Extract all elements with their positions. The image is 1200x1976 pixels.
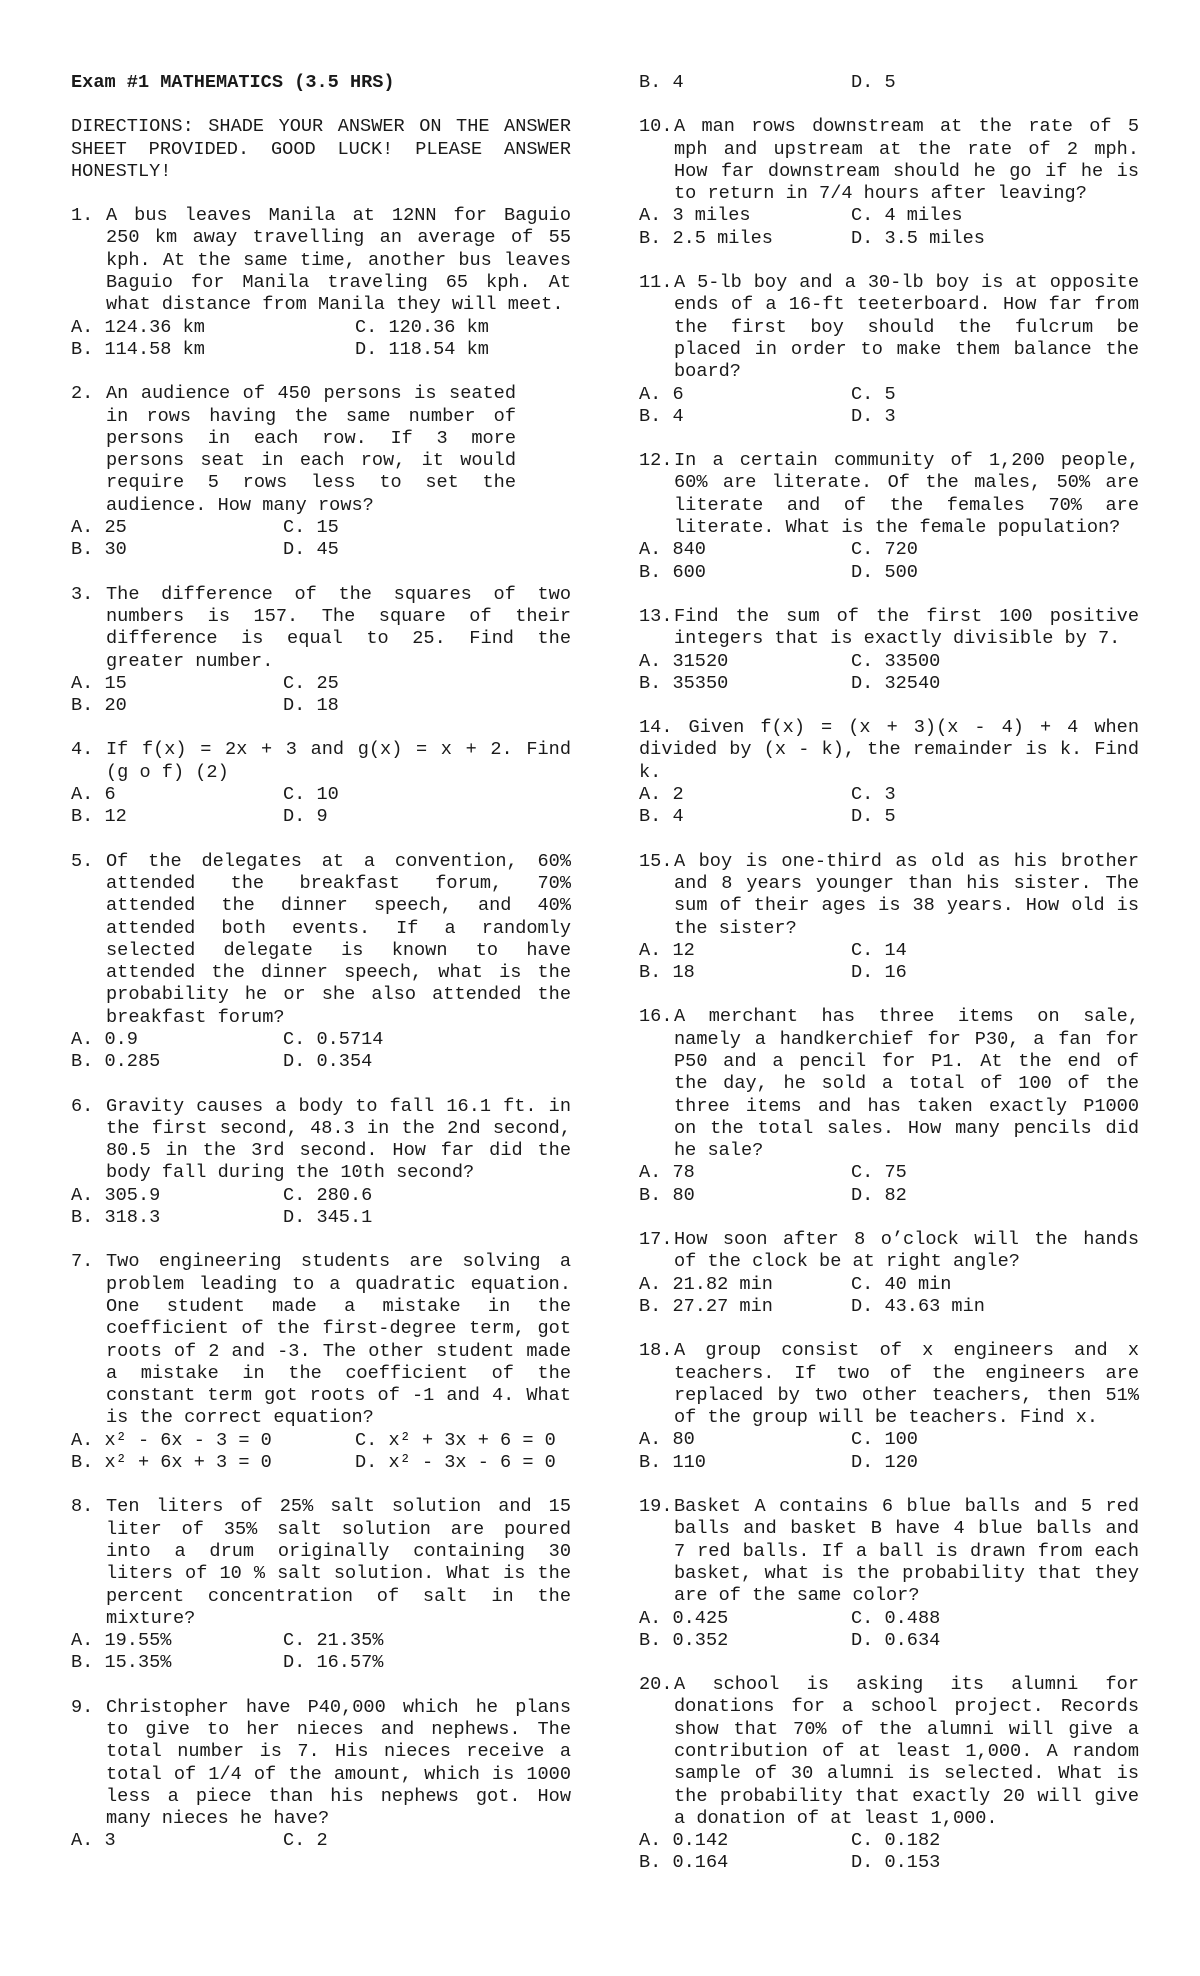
option-b: B. 600 xyxy=(639,561,706,583)
question-text: Basket A contains 6 blue balls and 5 red balls and basket B have 4 blue balls and 7 red balls. If a ball is drawn from each basket, what is the probability that they are of the same color? xyxy=(674,1496,1139,1607)
option-d: D. 32540 xyxy=(851,672,941,694)
option-d: D. 120 xyxy=(851,1451,918,1473)
question-4 xyxy=(71,739,571,828)
question-number: 1. xyxy=(71,205,94,227)
option-b: B. 4 xyxy=(639,405,684,427)
option-a: A. x² - 6x - 3 = 0 xyxy=(71,1429,272,1451)
question-18 xyxy=(639,1340,1139,1474)
answer-options xyxy=(639,784,1139,829)
option-a: A. 124.36 km xyxy=(71,316,205,338)
option-d: D. 16.57% xyxy=(283,1652,384,1674)
exam-title: Exam #1 MATHEMATICS (3.5 HRS) xyxy=(71,72,395,93)
option-b: B. 2.5 miles xyxy=(639,227,773,249)
question-11 xyxy=(639,272,1139,428)
answer-options xyxy=(639,940,1139,985)
option-c: C. 0.182 xyxy=(851,1830,941,1852)
option-b: B. 0.285 xyxy=(71,1051,161,1073)
option-b: B. 27.27 min xyxy=(639,1295,773,1317)
option-c: C. 40 min xyxy=(851,1273,952,1295)
option-d: D. 0.354 xyxy=(283,1051,373,1073)
option-c: C. 25 xyxy=(283,672,339,694)
option-c: C. 75 xyxy=(851,1162,907,1184)
exam-directions: DIRECTIONS: SHADE YOUR ANSWER ON THE ANSWER SHEET PROVIDED. GOOD LUCK! PLEASE ANSWER HONESTLY! xyxy=(71,116,571,182)
option-d: D. 9 xyxy=(283,806,328,828)
option-b: B. 35350 xyxy=(639,672,729,694)
question-number: 3. xyxy=(71,583,94,605)
option-c: C. 120.36 km xyxy=(355,316,489,338)
question-text: Find the sum of the first 100 positive integers that is exactly divisible by 7. xyxy=(674,605,1139,650)
answer-options xyxy=(71,1029,571,1074)
option-c: C. 33500 xyxy=(851,650,941,672)
option-b: B. 18 xyxy=(639,962,695,984)
option-d: D. 345.1 xyxy=(283,1207,373,1229)
answer-options xyxy=(71,1630,571,1675)
option-a: A. 12 xyxy=(639,939,695,961)
option-c: C. 14 xyxy=(851,939,907,961)
option-d: D. 43.63 min xyxy=(851,1295,985,1317)
option-d: D. 5 xyxy=(851,806,896,828)
answer-options xyxy=(639,1429,1139,1474)
question-text: A group consist of x engineers and x teachers. If two of the engineers are replaced by two other teachers, then 51% of the group will be teachers. Find x. xyxy=(674,1340,1139,1429)
question-6 xyxy=(71,1096,571,1230)
option-b: B. 0.164 xyxy=(639,1852,729,1874)
option-c: C. 5 xyxy=(851,383,896,405)
option-d: D. 18 xyxy=(283,695,339,717)
answer-options xyxy=(639,384,1139,429)
left-column xyxy=(71,72,571,1853)
question-number: 19. xyxy=(639,1496,673,1518)
answer-options xyxy=(639,539,1139,584)
answer-options xyxy=(71,1830,571,1852)
question-text: A 5-lb boy and a 30-lb boy is at opposite ends of a 16-ft teeterboard. How far from the first boy should the fulcrum be placed in order to make them balance the board? xyxy=(674,272,1139,383)
option-a: A. 305.9 xyxy=(71,1184,161,1206)
question-text: How soon after 8 o’clock will the hands of the clock be at right angle? xyxy=(674,1229,1139,1273)
question-text: A bus leaves Manila at 12NN for Baguio 250 km away travelling an average of 55 kph. At the same time, another bus leaves Baguio for Manila traveling 65 kph. At what distance from Manila they will meet. xyxy=(106,205,571,316)
option-c: C. x² + 3x + 6 = 0 xyxy=(355,1429,556,1451)
question-number: 6. xyxy=(71,1095,94,1117)
question-text: In a certain community of 1,200 people, 60% are literate. Of the males, 50% are literate and of the females 70% are literate. What is the female population? xyxy=(674,450,1139,539)
question-text: If f(x) = 2x + 3 and g(x) = x + 2. Find (g o f) (2) xyxy=(106,739,571,783)
option-a: A. 6 xyxy=(71,784,116,806)
option-c: C. 280.6 xyxy=(283,1184,373,1206)
option-b: B. x² + 6x + 3 = 0 xyxy=(71,1452,272,1474)
answer-options xyxy=(639,651,1139,696)
question-number: 7. xyxy=(71,1251,94,1273)
question-text: A merchant has three items on sale, namely a handkerchief for P30, a fan for P50 and a pencil for P1. At the end of the day, he sold a total of 100 of the three items and has taken exactly P1000 on the total sales. How many pencils did he sale? xyxy=(674,1006,1139,1162)
question-13 xyxy=(639,606,1139,695)
question-text: Given f(x) = (x + 3)(x - 4) + 4 when divided by (x - k), the remainder is k. Find k. xyxy=(639,717,1139,783)
question-text: A man rows downstream at the rate of 5 mph and upstream at the rate of 2 mph. How far downstream should he go if he is to return in 7/4 hours after leaving? xyxy=(674,116,1139,205)
question-number: 17. xyxy=(639,1229,673,1251)
option-a: A. 0.142 xyxy=(639,1830,729,1852)
answer-options xyxy=(71,1430,571,1475)
option-c: C. 720 xyxy=(851,539,918,561)
question-number: 15. xyxy=(639,850,673,872)
question-2 xyxy=(71,383,571,561)
option-b: B. 15.35% xyxy=(71,1652,172,1674)
question-9 xyxy=(71,1697,571,1853)
option-d: D. 118.54 km xyxy=(355,338,489,360)
question-17 xyxy=(639,1229,1139,1318)
question-10 xyxy=(639,116,1139,250)
option-d: D. 5 xyxy=(851,72,896,93)
option-c: C. 100 xyxy=(851,1429,918,1451)
option-b: B. 318.3 xyxy=(71,1207,161,1229)
answer-options xyxy=(71,673,571,718)
question-number: 10. xyxy=(639,116,673,138)
option-b: B. 4 xyxy=(639,72,684,93)
option-a: A. 31520 xyxy=(639,650,729,672)
question-number: 18. xyxy=(639,1340,673,1362)
question-14 xyxy=(639,717,1139,828)
option-c: C. 10 xyxy=(283,784,339,806)
option-c: C. 4 miles xyxy=(851,205,963,227)
question-text: An audience of 450 persons is seated in rows having the same number of persons in each row. If 3 more persons seat in each row, it would require 5 rows less to set the audience. How many rows? xyxy=(106,383,516,516)
question-text: Christopher have P40,000 which he plans to give to her nieces and nephews. The total number is 7. His nieces receive a total of 1/4 of the amount, which is 1000 less a piece than his nephews got. How many nieces he have? xyxy=(106,1696,571,1830)
option-d: D. 16 xyxy=(851,962,907,984)
question-number: 14. xyxy=(639,717,673,739)
option-b: B. 4 xyxy=(639,806,684,828)
question-number: 13. xyxy=(639,605,673,627)
question-number: 11. xyxy=(639,272,673,294)
question-number: 2. xyxy=(71,383,94,405)
answer-options xyxy=(639,1162,1139,1207)
question-number: 5. xyxy=(71,850,94,872)
option-d: D. 0.634 xyxy=(851,1629,941,1651)
question-text: A school is asking its alumni for donations for a school project. Records show that 70% of the alumni will give a contribution of at least 1,000. A random sample of 30 alumni is selected. What is the probability that exactly 20 will give a donation of at least 1,000. xyxy=(674,1674,1139,1829)
option-a: A. 25 xyxy=(71,517,127,539)
question-8 xyxy=(71,1496,571,1674)
option-b: B. 20 xyxy=(71,695,127,717)
question-text: The difference of the squares of two numbers is 157. The square of their difference is equal to 25. Find the greater number. xyxy=(106,583,571,672)
answer-options xyxy=(639,1830,1139,1875)
option-c: C. 0.488 xyxy=(851,1607,941,1629)
question-number: 8. xyxy=(71,1496,94,1518)
question-7 xyxy=(71,1251,571,1474)
answer-options xyxy=(71,317,571,362)
answer-options xyxy=(71,517,571,562)
question-9-continued xyxy=(639,72,1139,94)
question-12 xyxy=(639,450,1139,584)
answer-options xyxy=(639,72,1139,94)
question-5 xyxy=(71,851,571,1074)
answer-options xyxy=(639,205,1139,250)
option-c: C. 21.35% xyxy=(283,1630,384,1652)
option-a: A. 21.82 min xyxy=(639,1273,773,1295)
answer-options xyxy=(71,784,571,829)
option-a: A. 3 miles xyxy=(639,205,751,227)
answer-options xyxy=(71,1185,571,1230)
option-c: C. 15 xyxy=(283,517,339,539)
option-b: B. 114.58 km xyxy=(71,338,205,360)
option-c: C. 2 xyxy=(283,1830,328,1852)
option-a: A. 3 xyxy=(71,1830,116,1852)
option-d: D. 500 xyxy=(851,561,918,583)
option-a: A. 15 xyxy=(71,672,127,694)
option-d: D. 3.5 miles xyxy=(851,227,985,249)
option-a: A. 2 xyxy=(639,784,684,806)
question-number: 20. xyxy=(639,1674,673,1696)
question-number: 9. xyxy=(71,1696,94,1718)
option-d: D. 45 xyxy=(283,539,339,561)
option-b: B. 30 xyxy=(71,539,127,561)
option-d: D. 0.153 xyxy=(851,1852,941,1874)
option-d: D. x² - 3x - 6 = 0 xyxy=(355,1452,556,1474)
option-d: D. 3 xyxy=(851,405,896,427)
question-number: 4. xyxy=(71,739,94,761)
option-a: A. 19.55% xyxy=(71,1630,172,1652)
option-c: C. 0.5714 xyxy=(283,1028,384,1050)
question-15 xyxy=(639,851,1139,985)
option-a: A. 0.9 xyxy=(71,1028,138,1050)
answer-options xyxy=(639,1608,1139,1653)
question-text: A boy is one-third as old as his brother and 8 years younger than his sister. The sum of their ages is 38 years. How old is the sister? xyxy=(674,850,1139,939)
option-b: B. 12 xyxy=(71,806,127,828)
option-a: A. 0.425 xyxy=(639,1607,729,1629)
option-b: B. 0.352 xyxy=(639,1629,729,1651)
option-a: A. 6 xyxy=(639,383,684,405)
option-d: D. 82 xyxy=(851,1184,907,1206)
question-16 xyxy=(639,1006,1139,1207)
option-b: B. 80 xyxy=(639,1184,695,1206)
question-text: Gravity causes a body to fall 16.1 ft. in the first second, 48.3 in the 2nd second, 80.5 in the 3rd second. How far did the body fall during the 10th second? xyxy=(106,1095,571,1184)
question-3 xyxy=(71,584,571,718)
option-a: A. 840 xyxy=(639,539,706,561)
right-column xyxy=(639,72,1139,1875)
question-text: Two engineering students are solving a problem leading to a quadratic equation. One student made a mistake in the coefficient of the first-degree term, got roots of 2 and -3. The other student made a mistake in the coefficient of the constant term got roots of -1 and 4. What is the correct equation? xyxy=(106,1251,571,1429)
option-b: B. 110 xyxy=(639,1451,706,1473)
option-a: A. 78 xyxy=(639,1162,695,1184)
question-number: 12. xyxy=(639,450,673,472)
option-c: C. 3 xyxy=(851,784,896,806)
question-1 xyxy=(71,205,571,361)
option-a: A. 80 xyxy=(639,1429,695,1451)
question-text: Of the delegates at a convention, 60% attended the breakfast forum, 70% attended the dinner speech, and 40% attended both events. If a randomly selected delegate is known to have attended the dinner speech, what is the probability he or she also attended the breakfast forum? xyxy=(106,850,571,1028)
question-19 xyxy=(639,1496,1139,1652)
question-number: 16. xyxy=(639,1006,673,1028)
answer-options xyxy=(639,1274,1139,1319)
question-text: Ten liters of 25% salt solution and 15 liter of 35% salt solution are poured into a drum originally containing 30 liters of 10 % salt solution. What is the percent concentration of salt in the mixture? xyxy=(106,1496,571,1629)
question-20 xyxy=(639,1674,1139,1875)
